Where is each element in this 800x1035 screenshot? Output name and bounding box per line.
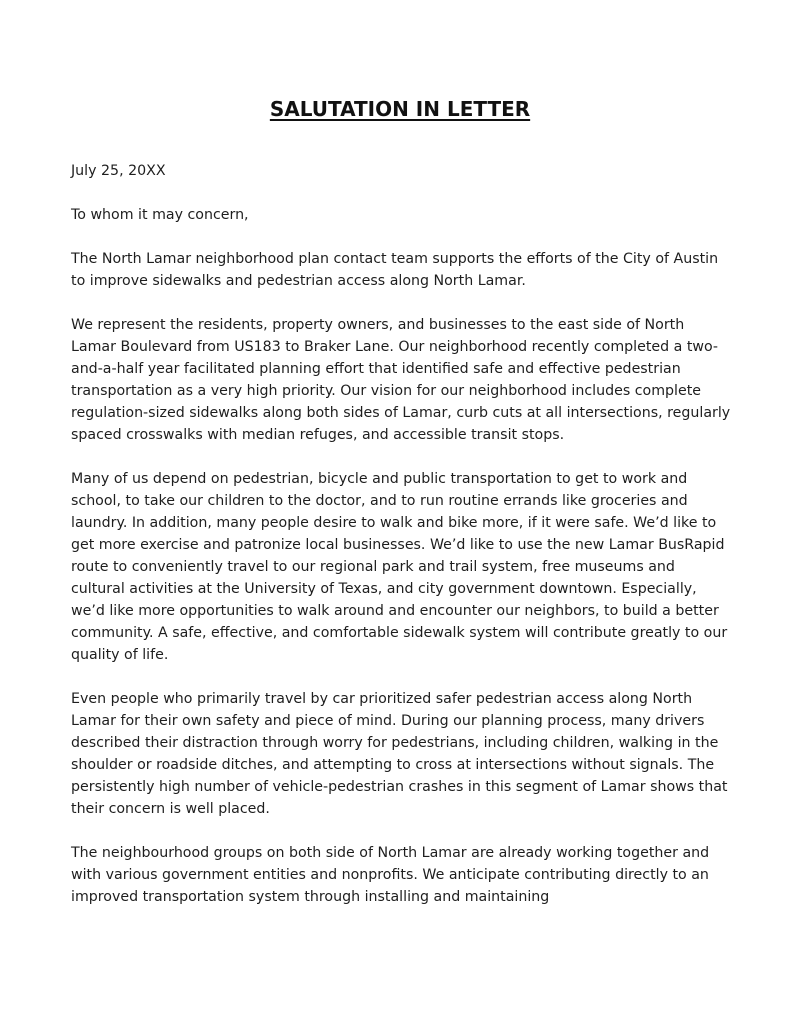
letter-date: July 25, 20XX [71,163,166,179]
paragraph-1: The North Lamar neighborhood plan contact team supports the efforts of the City of Austin to improve sidewalks and pedestrian access along North Lamar. [71,251,719,289]
letter-body [71,160,731,930]
page-title: SALUTATION IN LETTER [269,97,531,121]
letter-salutation: To whom it may concern, [71,207,249,223]
paragraph-4: Even people who primarily travel by car prioritized safer pedestrian access along North Lamar for their own safety and piece of mind. During our planning process, many drivers described their distraction through worry for pedestrians, including children, walking in the shoulder or roadside ditches, and attempting to cross at intersections without signals. The persistently high number of vehicle-pedestrian crashes in this segment of Lamar shows that their concern is well placed. [71,691,728,817]
paragraph-2: We represent the residents, property owners, and businesses to the east side of North Lamar Boulevard from US183 to Braker Lane. Our neighborhood recently completed a two-and-a-half year facilitated planning effort that identified safe and effective pedestrian transportation as a very high priority. Our vision for our neighborhood includes complete regulation-sized sidewalks along both sides of Lamar, curb cuts at all intersections, regularly spaced crosswalks with median refuges, and accessible transit stops. [71,317,731,443]
paragraph-3: Many of us depend on pedestrian, bicycle and public transportation to get to work and school, to take our children to the doctor, and to run routine errands like groceries and laundry. In addition, many people desire to walk and bike more, if it were safe. We’d like to get more exercise and patronize local businesses. We’d like to use the new Lamar BusRapid route to conveniently travel to our regional park and trail system, free museums and cultural activities at the University of Texas, and city government downtown. Especially, we’d like more opportunities to walk around and encounter our neighbors, to build a better community. A safe, effective, and comfortable sidewalk system will contribute greatly to our quality of life. [71,471,728,663]
paragraph-5: The neighbourhood groups on both side of North Lamar are already working together and with various government entities and nonprofits. We anticipate contributing directly to an improved transportation system through installing and maintaining [71,845,710,905]
